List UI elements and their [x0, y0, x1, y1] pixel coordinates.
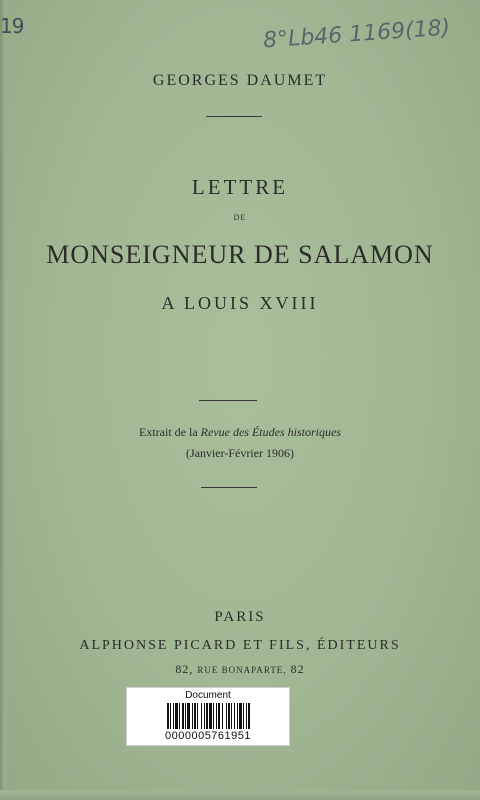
author-rule — [206, 116, 262, 117]
imprint-address — [0, 662, 480, 677]
issue-dates: (Janvier-Février 1906) — [185, 446, 295, 460]
page-bottom-shadow — [0, 790, 480, 800]
extract-rule — [201, 487, 257, 488]
address-number: 82, — [175, 662, 194, 676]
extract-line — [0, 425, 480, 440]
barcode-number: 0000005761951 — [164, 730, 252, 742]
journal-title: Revue des Études historiques — [200, 425, 341, 439]
title-recipient: A LOUIS XVIII — [161, 293, 319, 313]
address-number-end: 82 — [290, 662, 305, 676]
extract-prefix: Extrait de la — [139, 425, 201, 439]
barcode-label: Document — [185, 690, 231, 701]
title-main: MONSEIGNEUR DE SALAMON — [46, 240, 434, 269]
margin-page-number: 19 — [0, 14, 24, 38]
handwritten-shelfmark: 8°Lb46 1169(18) — [261, 15, 451, 54]
imprint-city: PARIS — [214, 609, 266, 625]
barcode-stripe — [248, 703, 250, 729]
title-rule — [199, 400, 257, 401]
library-barcode-label — [126, 687, 290, 746]
barcode-bars — [127, 703, 289, 729]
address-street: RUE BONAPARTE, — [197, 665, 287, 675]
author-name: GEORGES DAUMET — [152, 72, 328, 89]
imprint-publisher: ALPHONSE PICARD ET FILS, ÉDITEURS — [79, 638, 401, 653]
title-lettre: LETTRE — [191, 175, 289, 199]
page-edge-shadow — [0, 0, 6, 800]
title-de: DE — [233, 213, 247, 222]
